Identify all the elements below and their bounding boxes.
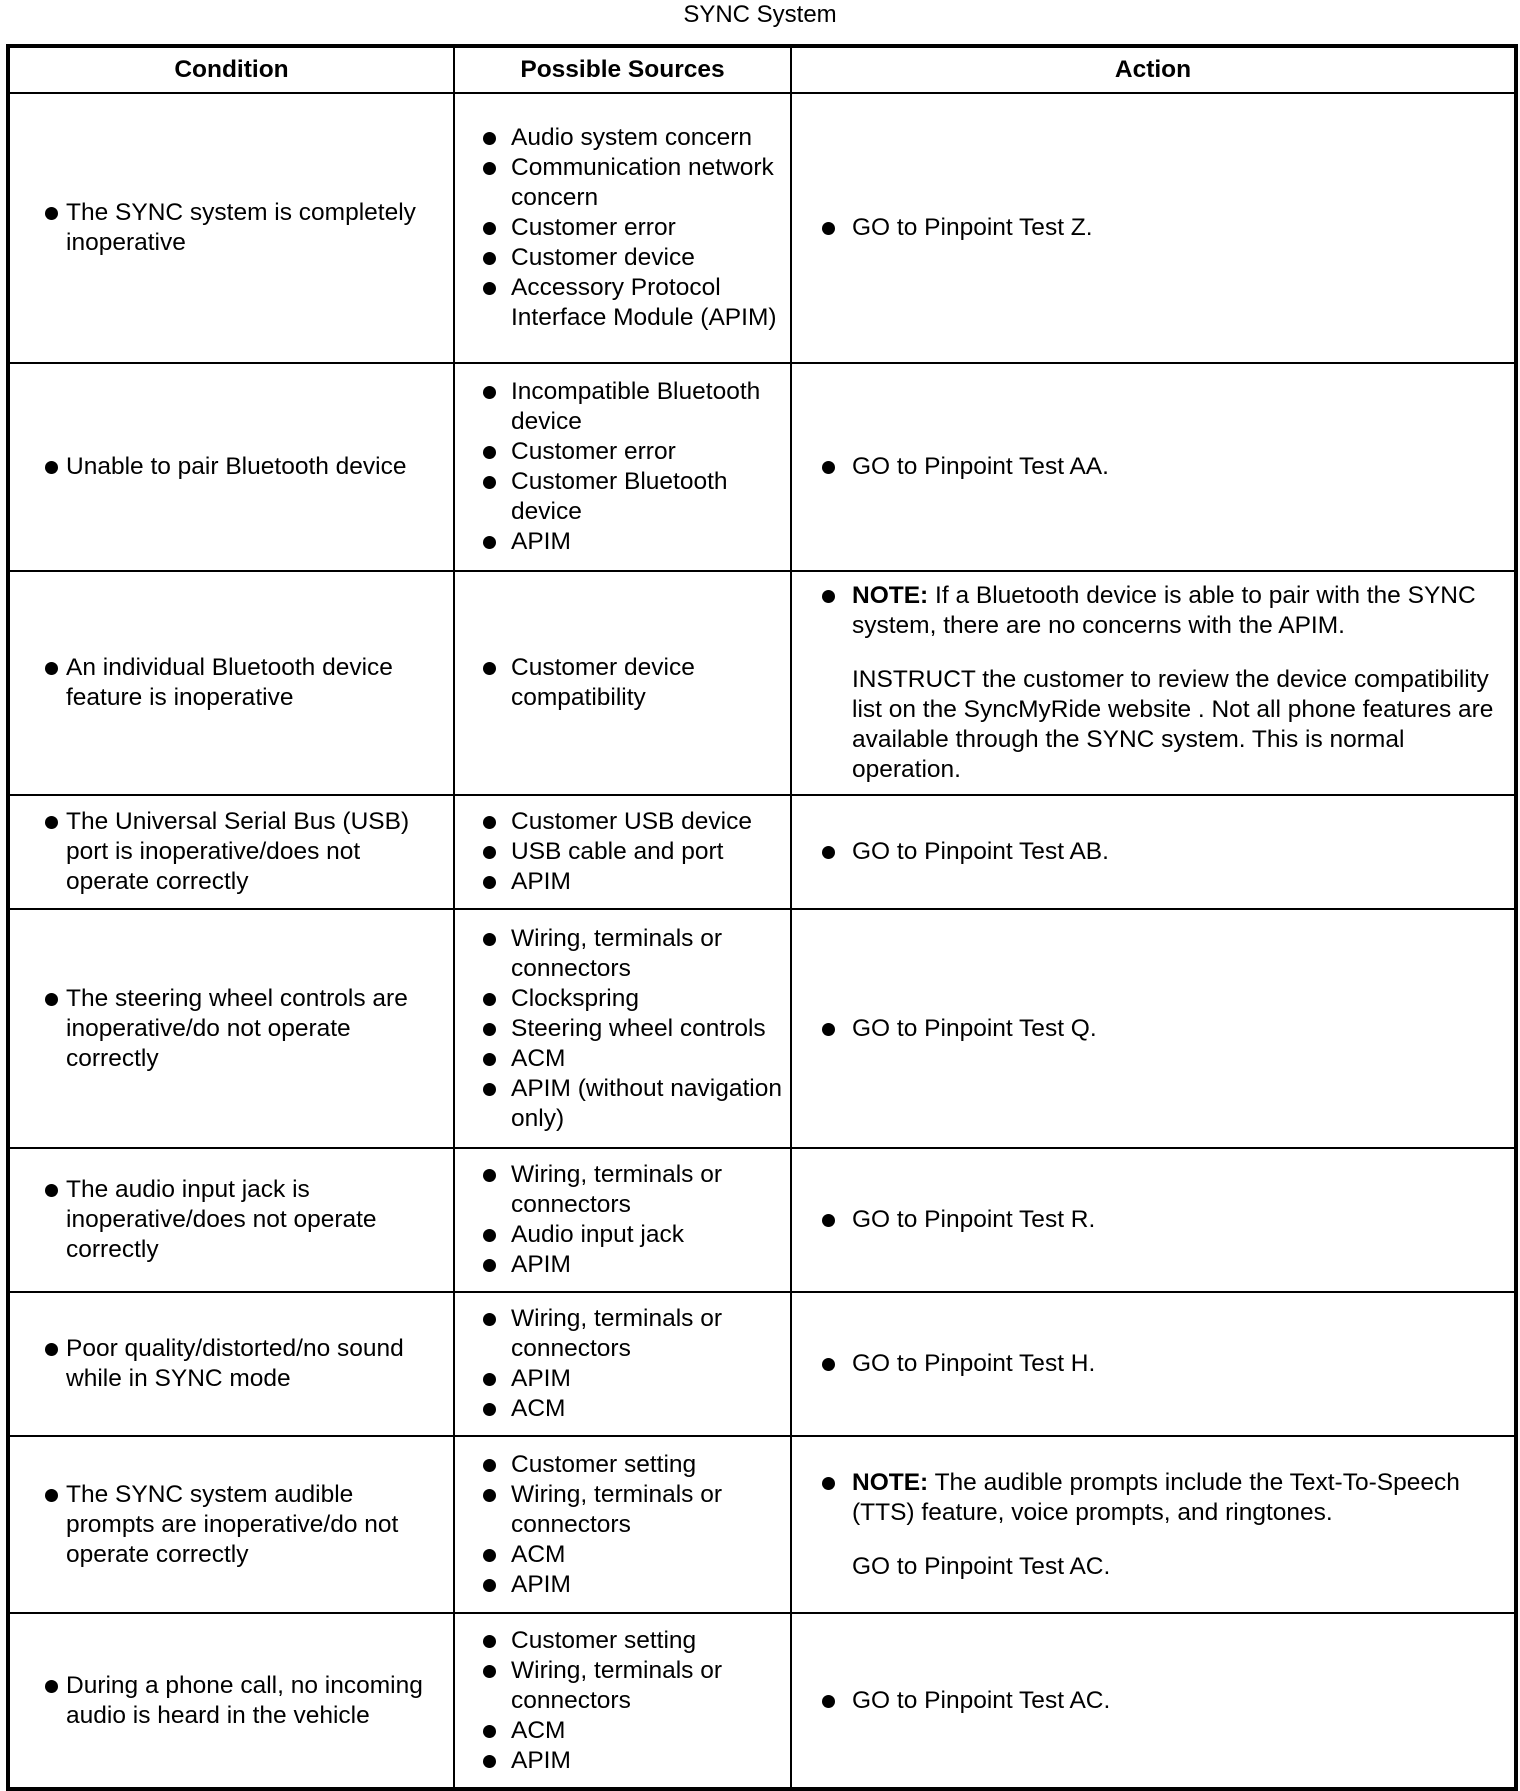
possible-sources-cell xyxy=(454,1292,791,1436)
source-item: USB cable and port xyxy=(463,837,784,867)
action-item xyxy=(800,1205,1508,1235)
condition-list xyxy=(18,653,447,713)
sources-list xyxy=(463,807,784,897)
source-item: APIM xyxy=(463,867,784,897)
possible-sources-cell xyxy=(454,1436,791,1613)
sources-list xyxy=(463,924,784,1134)
condition-list xyxy=(18,1334,447,1394)
source-item: Clockspring xyxy=(463,984,784,1014)
action-cell xyxy=(791,1613,1516,1789)
condition-list xyxy=(18,198,447,258)
action-instruction: GO to Pinpoint Test AC. xyxy=(852,1552,1111,1580)
source-item: ACM xyxy=(463,1716,784,1746)
source-item: Customer error xyxy=(463,213,784,243)
possible-sources-cell xyxy=(454,363,791,571)
possible-sources-cell xyxy=(454,571,791,795)
table-row xyxy=(8,1148,1516,1292)
source-item: Customer USB device xyxy=(463,807,784,837)
source-item: Incompatible Bluetooth device xyxy=(463,377,784,437)
source-item: Customer device xyxy=(463,243,784,273)
sources-list xyxy=(463,1626,784,1776)
table-row xyxy=(8,795,1516,909)
condition-cell xyxy=(8,1436,454,1613)
table-row xyxy=(8,571,1516,795)
action-cell xyxy=(791,571,1516,795)
source-item: Wiring, terminals or connectors xyxy=(463,924,784,984)
action-instruction: INSTRUCT the customer to review the device compatibility list on the SyncMyRide website . Not all phone features are available through the SYNC system. This is normal operation. xyxy=(852,666,1494,783)
condition-cell xyxy=(8,571,454,795)
action-item xyxy=(800,581,1508,785)
source-item: Accessory Protocol Interface Module (APIM) xyxy=(463,273,784,333)
note-text: The audible prompts include the Text-To-Speech (TTS) feature, voice prompts, and ringtones. xyxy=(852,1468,1460,1526)
condition-text: During a phone call, no incoming audio is heard in the vehicle xyxy=(18,1671,447,1731)
sources-list xyxy=(463,1160,784,1280)
source-item: Customer Bluetooth device xyxy=(463,467,784,527)
possible-sources-cell xyxy=(454,1148,791,1292)
source-item: ACM xyxy=(463,1540,784,1570)
action-list xyxy=(800,1349,1508,1379)
source-item: Customer error xyxy=(463,437,784,467)
condition-list xyxy=(18,984,447,1074)
possible-sources-cell xyxy=(454,909,791,1148)
action-cell xyxy=(791,795,1516,909)
source-item: Customer setting xyxy=(463,1450,784,1480)
condition-list xyxy=(18,1671,447,1731)
sources-list xyxy=(463,377,784,557)
source-item: Audio system concern xyxy=(463,123,784,153)
condition-list xyxy=(18,1175,447,1265)
page-title: SYNC System xyxy=(683,1,837,28)
condition-cell xyxy=(8,1148,454,1292)
note-label: NOTE: xyxy=(852,582,929,609)
source-item: APIM xyxy=(463,527,784,557)
source-item: APIM xyxy=(463,1746,784,1776)
action-list xyxy=(800,1014,1508,1044)
table-body xyxy=(8,93,1516,1789)
action-cell xyxy=(791,1148,1516,1292)
table-row xyxy=(8,1613,1516,1789)
sync-diagnostic-table xyxy=(6,44,1518,1791)
source-item: Wiring, terminals or connectors xyxy=(463,1160,784,1220)
condition-list xyxy=(18,807,447,897)
condition-cell xyxy=(8,1613,454,1789)
condition-cell xyxy=(8,93,454,363)
condition-list xyxy=(18,452,447,482)
source-item: Customer setting xyxy=(463,1626,784,1656)
action-item xyxy=(800,837,1508,867)
action-text: GO to Pinpoint Test AC. xyxy=(852,1686,1111,1714)
condition-text: Poor quality/distorted/no sound while in SYNC mode xyxy=(18,1334,447,1394)
action-list xyxy=(800,452,1508,482)
header-action: Action xyxy=(791,46,1516,93)
source-item: Communication network concern xyxy=(463,153,784,213)
possible-sources-cell xyxy=(454,1613,791,1789)
action-text: GO to Pinpoint Test R. xyxy=(852,1206,1096,1233)
table-row xyxy=(8,909,1516,1148)
note-text: If a Bluetooth device is able to pair with the SYNC system, there are no concerns with the APIM. xyxy=(852,582,1476,639)
source-item: Wiring, terminals or connectors xyxy=(463,1304,784,1364)
possible-sources-cell xyxy=(454,93,791,363)
condition-cell xyxy=(8,1292,454,1436)
note-label: NOTE: xyxy=(852,1468,929,1496)
action-text: GO to Pinpoint Test AA. xyxy=(852,453,1109,480)
action-item xyxy=(800,1349,1508,1379)
source-item: ACM xyxy=(463,1044,784,1074)
action-list xyxy=(800,1468,1508,1582)
condition-text: The audio input jack is inoperative/does not operate correctly xyxy=(18,1175,447,1265)
condition-text: The steering wheel controls are inoperative/do not operate correctly xyxy=(18,984,447,1074)
action-cell xyxy=(791,363,1516,571)
table-row xyxy=(8,93,1516,363)
action-list xyxy=(800,837,1508,867)
table-header-row xyxy=(8,46,1516,93)
action-item xyxy=(800,213,1508,243)
condition-list xyxy=(18,1480,447,1570)
source-item: APIM xyxy=(463,1364,784,1394)
action-cell xyxy=(791,93,1516,363)
action-item xyxy=(800,1686,1508,1716)
header-condition: Condition xyxy=(8,46,454,93)
action-item xyxy=(800,1468,1508,1582)
sources-list xyxy=(463,123,784,333)
sources-list xyxy=(463,1450,784,1600)
source-item: Wiring, terminals or connectors xyxy=(463,1480,784,1540)
action-item xyxy=(800,1014,1508,1044)
action-list xyxy=(800,1686,1508,1716)
action-list xyxy=(800,213,1508,243)
action-item xyxy=(800,452,1508,482)
table-row xyxy=(8,1436,1516,1613)
table-row xyxy=(8,1292,1516,1436)
possible-sources-cell xyxy=(454,795,791,909)
source-item: Steering wheel controls xyxy=(463,1014,784,1044)
action-list xyxy=(800,1205,1508,1235)
sources-list xyxy=(463,1304,784,1424)
action-list xyxy=(800,581,1508,785)
action-cell xyxy=(791,1292,1516,1436)
condition-cell xyxy=(8,795,454,909)
table-row xyxy=(8,363,1516,571)
action-text: GO to Pinpoint Test Z. xyxy=(852,214,1093,241)
sources-list xyxy=(463,653,784,713)
condition-text: Unable to pair Bluetooth device xyxy=(18,452,447,482)
condition-text: An individual Bluetooth device feature is inoperative xyxy=(18,653,447,713)
source-item: Audio input jack xyxy=(463,1220,784,1250)
condition-text: The Universal Serial Bus (USB) port is inoperative/does not operate correctly xyxy=(18,807,447,897)
source-item: ACM xyxy=(463,1394,784,1424)
source-item: Customer device compatibility xyxy=(463,653,784,713)
condition-text: The SYNC system is completely inoperative xyxy=(18,198,447,258)
action-cell xyxy=(791,1436,1516,1613)
header-possible-sources: Possible Sources xyxy=(454,46,791,93)
condition-cell xyxy=(8,363,454,571)
source-item: APIM xyxy=(463,1570,784,1600)
action-cell xyxy=(791,909,1516,1148)
action-text: GO to Pinpoint Test Q. xyxy=(852,1014,1097,1042)
source-item: Wiring, terminals or connectors xyxy=(463,1656,784,1716)
condition-cell xyxy=(8,909,454,1148)
source-item: APIM xyxy=(463,1250,784,1280)
action-text: GO to Pinpoint Test H. xyxy=(852,1350,1096,1377)
source-item: APIM (without navigation only) xyxy=(463,1074,784,1134)
condition-text: The SYNC system audible prompts are inoperative/do not operate correctly xyxy=(18,1480,447,1570)
action-text: GO to Pinpoint Test AB. xyxy=(852,838,1109,865)
